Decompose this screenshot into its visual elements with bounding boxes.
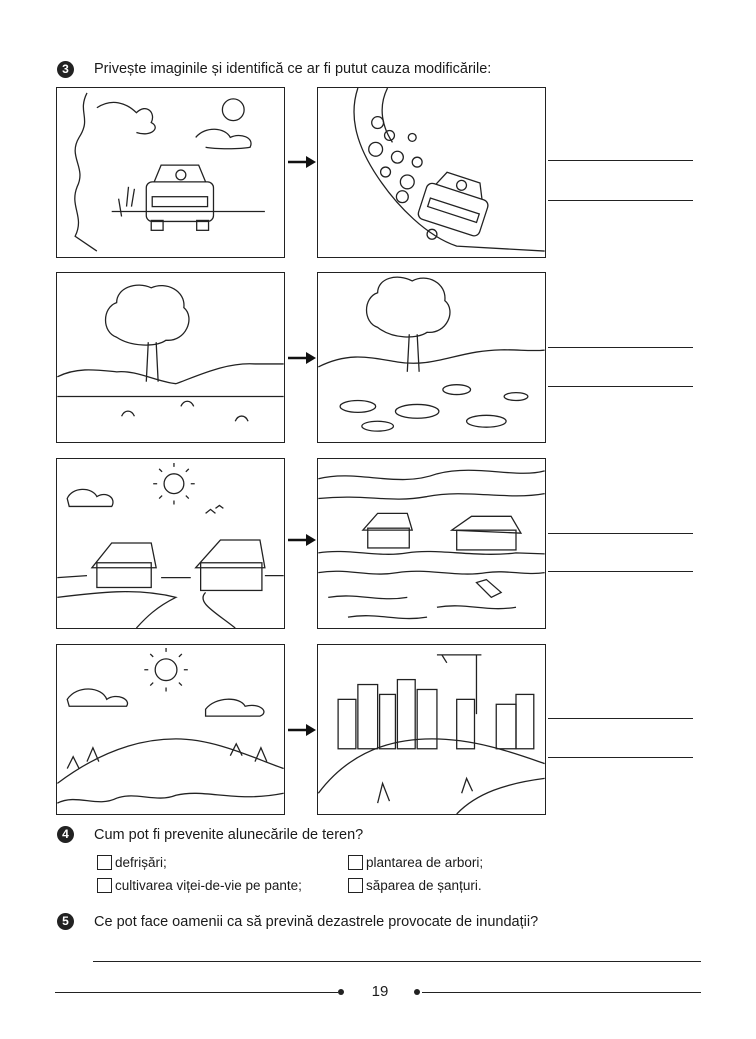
footer-dot [338,989,344,995]
question-4-text: Cum pot fi prevenite alunecările de teren? [94,827,364,843]
checkbox-icon[interactable] [348,878,363,893]
answer-line[interactable] [548,200,693,201]
image-hill-city-construction [317,644,546,815]
question-number-3: 3 [57,61,74,78]
image-houses-flood [317,458,546,629]
arrow-icon [288,155,316,169]
footer-line [55,992,338,993]
option-checkbox[interactable] [348,854,483,871]
checkbox-icon[interactable] [348,855,363,870]
arrow-icon [288,533,316,547]
option-label: cultivarea viței-de-vie pe pante; [115,878,302,893]
option-label: plantarea de arbori; [366,855,484,870]
arrow-icon [288,723,316,737]
footer-dot [414,989,420,995]
answer-line[interactable] [548,386,693,387]
image-hill-forest [56,644,285,815]
image-car-landslide [317,87,546,258]
image-tree-puddles [317,272,546,443]
checkbox-icon[interactable] [97,878,112,893]
footer-line [422,992,701,993]
image-houses-sunny [56,458,285,629]
option-label: defrișări; [115,855,167,870]
answer-line[interactable] [548,718,693,719]
answer-line[interactable] [548,571,693,572]
arrow-icon [288,351,316,365]
answer-line[interactable] [548,347,693,348]
answer-line[interactable] [548,160,693,161]
question-number-4: 4 [57,826,74,843]
question-number-5: 5 [57,913,74,930]
option-checkbox[interactable] [97,877,302,894]
question-5-text: Ce pot face oamenii ca să prevină dezastrele provocate de inundații? [94,914,539,930]
answer-line[interactable] [548,757,693,758]
option-checkbox[interactable] [97,854,167,871]
page-number: 19 [371,983,389,1000]
option-label: săparea de șanțuri. [366,878,482,893]
image-car-road-clear [56,87,285,258]
answer-line[interactable] [93,961,701,962]
answer-line[interactable] [548,533,693,534]
image-tree-meadow [56,272,285,443]
option-checkbox[interactable] [348,877,482,894]
question-3-text: Privește imaginile și identifică ce ar fi putut cauza modificările: [94,61,492,77]
checkbox-icon[interactable] [97,855,112,870]
